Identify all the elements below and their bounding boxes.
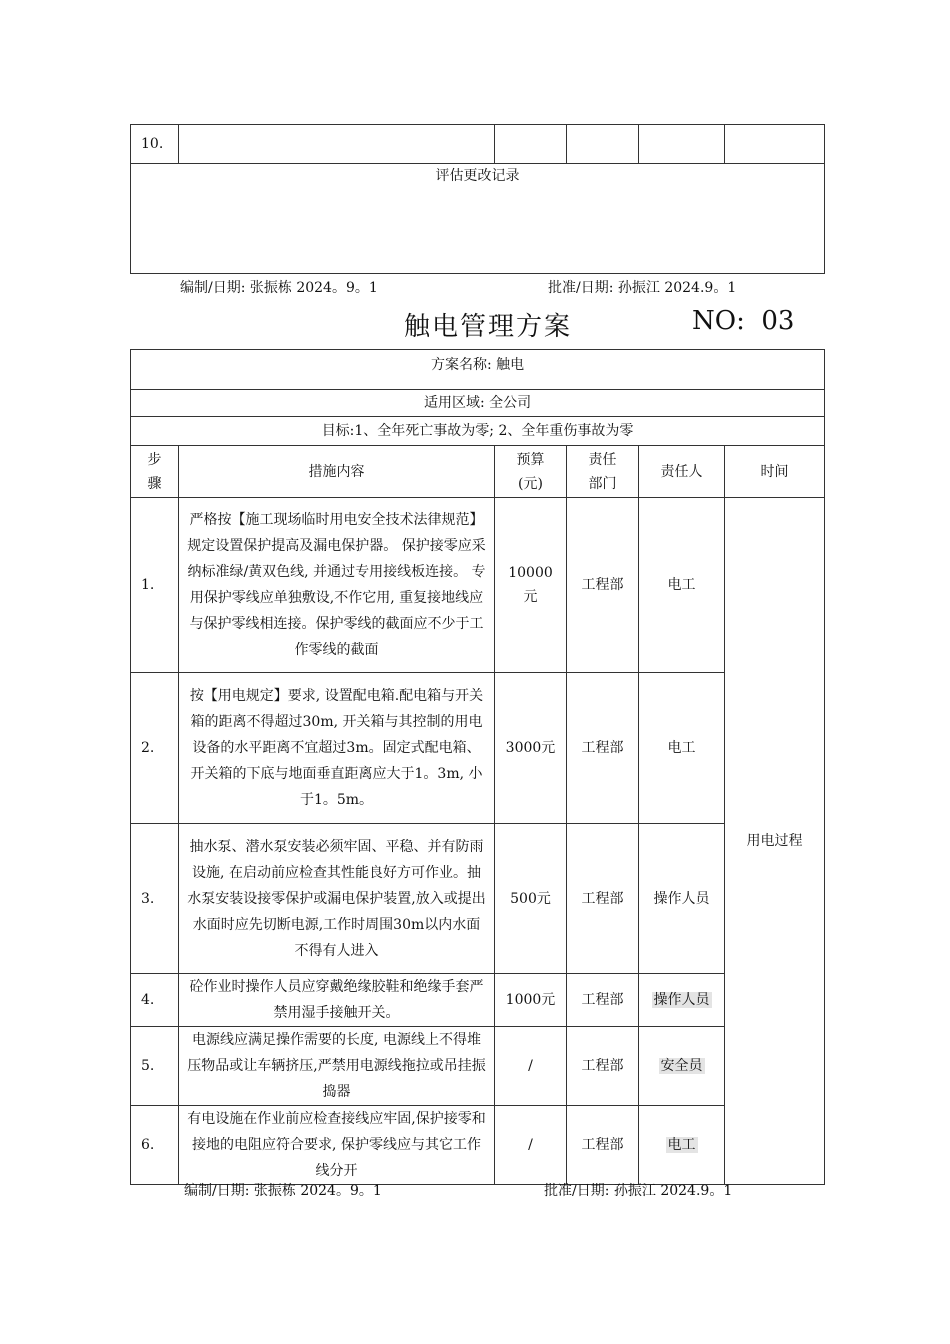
table-row [131, 125, 825, 164]
plan-goal: 目标:1、全年死亡事故为零; 2、全年重伤事故为零 [131, 417, 825, 446]
header-time: 时间 [725, 446, 825, 498]
person-cell [639, 125, 725, 164]
budget-cell: / [495, 1027, 567, 1106]
header-step-line1: 步 [147, 451, 162, 468]
budget-cell: / [495, 1106, 567, 1185]
header-measure: 措施内容 [179, 446, 495, 498]
table-row [131, 1027, 825, 1106]
plan-name: 方案名称: 触电 [131, 350, 825, 390]
budget-line1: 10000 [508, 565, 553, 581]
footer-approved-1: 批准/日期: 孙振江 2024.9。1 [548, 280, 737, 296]
table-row [131, 824, 825, 974]
measure-cell: 电源线应满足操作需要的长度, 电源线上不得堆压物品或让车辆挤压,严禁用电源线拖拉或吊挂振捣器 [179, 1027, 495, 1106]
header-row [131, 446, 825, 498]
person-cell: 电工 [639, 498, 725, 673]
person-highlight: 电工 [667, 1137, 696, 1153]
dept-cell: 工程部 [567, 1027, 639, 1106]
step-cell: 3. [131, 824, 179, 974]
plan-area-row [131, 390, 825, 417]
dept-cell: 工程部 [567, 824, 639, 974]
plan-name-row [131, 350, 825, 390]
page-title: 触电管理方案 [404, 312, 573, 342]
step-cell: 6. [131, 1106, 179, 1185]
plan-goal-row [131, 417, 825, 446]
budget-cell [495, 125, 567, 164]
budget-line2: 元 [523, 589, 538, 605]
table-row [131, 498, 825, 673]
header-dept [567, 446, 639, 498]
plan-area: 适用区域: 全公司 [131, 390, 825, 417]
plan-number: NO: 03 [692, 306, 795, 336]
step-cell: 1. [131, 498, 179, 673]
change-record-title: 评估更改记录 [131, 164, 825, 274]
budget-cell [495, 498, 567, 673]
header-step-line2: 骤 [147, 475, 162, 492]
header-person: 责任人 [639, 446, 725, 498]
footer-approved-2: 批准/日期: 孙振江 2024.9。1 [544, 1183, 733, 1199]
person-cell [639, 1106, 725, 1185]
person-cell: 操作人员 [639, 824, 725, 974]
measure-cell: 有电设施在作业前应检查接线应牢固,保护接零和接地的电阻应符合要求, 保护零线应与其它工作线分开 [179, 1106, 495, 1185]
header-budget-line1: 预算 [516, 451, 545, 468]
plan-table [130, 349, 825, 1185]
step-cell: 4. [131, 974, 179, 1027]
person-highlight: 操作人员 [653, 992, 710, 1008]
header-budget-line2: (元) [518, 475, 543, 492]
step-cell: 10. [131, 125, 179, 164]
dept-cell: 工程部 [567, 974, 639, 1027]
person-cell [639, 1027, 725, 1106]
budget-cell: 3000元 [495, 673, 567, 824]
measure-cell: 砼作业时操作人员应穿戴绝缘胶鞋和绝缘手套严禁用湿手接触开关。 [179, 974, 495, 1027]
measure-cell [179, 125, 495, 164]
step-cell: 5. [131, 1027, 179, 1106]
record-row [131, 164, 825, 274]
footer-prepared-2: 编制/日期: 张振栋 2024。9。1 [184, 1183, 382, 1199]
dept-cell [567, 125, 639, 164]
budget-cell: 1000元 [495, 974, 567, 1027]
dept-cell: 工程部 [567, 673, 639, 824]
table-row [131, 1106, 825, 1185]
footer-prepared-1: 编制/日期: 张振栋 2024。9。1 [180, 280, 378, 296]
previous-table [130, 124, 825, 274]
person-highlight: 安全员 [660, 1058, 703, 1074]
budget-cell: 500元 [495, 824, 567, 974]
time-cell [725, 125, 825, 164]
dept-cell: 工程部 [567, 498, 639, 673]
header-step [131, 446, 179, 498]
table-row [131, 974, 825, 1027]
measure-cell: 严格按【施工现场临时用电安全技术法律规范】规定设置保护提高及漏电保护器。 保护接零应采纳标准绿/黄双色线, 并通过专用接线板连接。 专用保护零线应单独敷设,不作它用, 重复接地线应与保护零线相连接。保护零线的截面应不少于工作零线的截面 [179, 498, 495, 673]
dept-cell: 工程部 [567, 1106, 639, 1185]
header-budget [495, 446, 567, 498]
table-row [131, 673, 825, 824]
measure-cell: 按【用电规定】要求, 设置配电箱.配电箱与开关箱的距离不得超过30m, 开关箱与其控制的用电设备的水平距离不宜超过3m。固定式配电箱、开关箱的下底与地面垂直距离应大于1。3m, 小于1。5m。 [179, 673, 495, 824]
person-cell [639, 974, 725, 1027]
header-dept-line2: 部门 [588, 475, 617, 492]
measure-cell: 抽水泵、潜水泵安装必须牢固、平稳、并有防雨设施, 在启动前应检查其性能良好方可作业。抽水泵安装设接零保护或漏电保护装置,放入或提出水面时应先切断电源,工作时周围30m以内水面不得有人进入 [179, 824, 495, 974]
header-dept-line1: 责任 [588, 451, 617, 468]
step-cell: 2. [131, 673, 179, 824]
person-cell: 电工 [639, 673, 725, 824]
time-cell: 用电过程 [725, 498, 825, 1185]
